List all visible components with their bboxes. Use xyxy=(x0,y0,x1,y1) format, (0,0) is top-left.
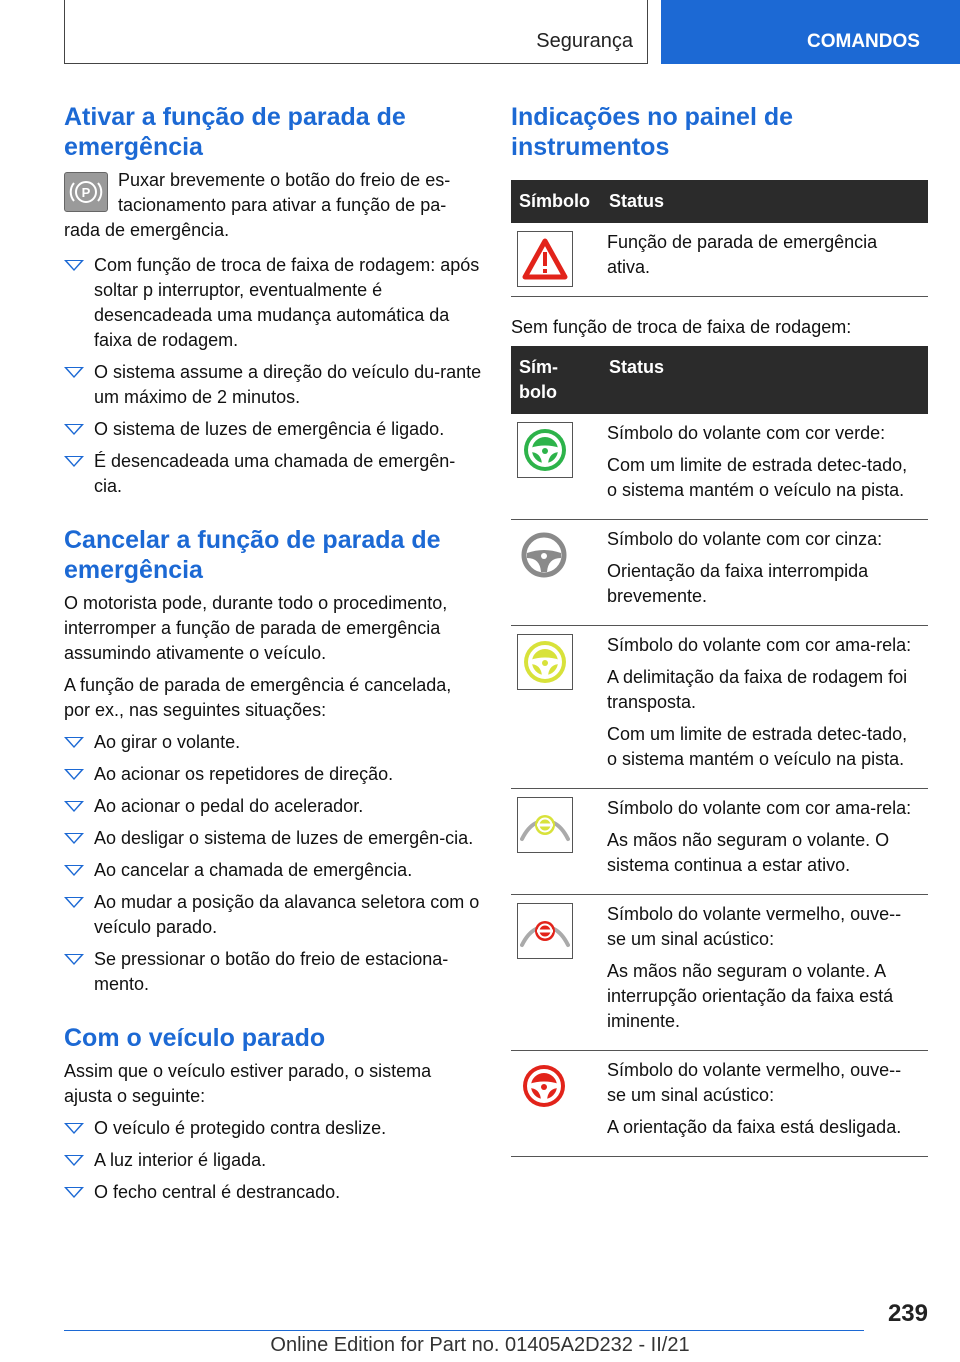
status-text: Símbolo do volante com cor ama-rela: xyxy=(607,635,912,655)
header-chapter-tab[interactable] xyxy=(661,0,960,64)
steering-wheel-gray-icon xyxy=(517,528,571,582)
status-text: Orientação da faixa interrompida brevemente. xyxy=(607,561,869,606)
left-column xyxy=(64,102,482,1212)
steering-wheel-red-hands-icon xyxy=(517,903,573,959)
list-item: O fecho central é destrancado. xyxy=(64,1180,482,1205)
status-text: A delimitação da faixa de rodagem foi transposta. xyxy=(607,667,908,712)
status-text: Símbolo do volante com cor verde: xyxy=(607,423,886,443)
footer-divider xyxy=(64,1330,864,1331)
table-row xyxy=(511,520,928,626)
status-text: As mãos não seguram o volante. O sistema continua a estar ativo. xyxy=(607,830,890,875)
status-text: Símbolo do volante com cor cinza: xyxy=(607,529,883,549)
header-section-title: Segurança xyxy=(536,30,633,52)
footer-edition: Online Edition for Part no. 01405A2D232 - II/21 xyxy=(270,1334,690,1356)
cancel-list xyxy=(64,730,482,997)
list-item: É desencadeada uma chamada de emergên-cia. xyxy=(64,449,482,499)
steering-wheel-yellow-icon xyxy=(517,634,573,690)
list-item: Se pressionar o botão do freio de estaciona-mento. xyxy=(64,947,482,997)
section-title-indicators: Indicações no painel de instrumentos xyxy=(511,103,794,161)
section-title-stopped: Com o veículo parado xyxy=(64,1024,326,1052)
table-row xyxy=(511,414,928,520)
table-row xyxy=(511,789,928,895)
list-item: Ao girar o volante. xyxy=(64,730,482,755)
list-item: O sistema de luzes de emergência é ligado. xyxy=(64,417,482,442)
list-item: A luz interior é ligada. xyxy=(64,1148,482,1173)
no-lane-change-label: Sem função de troca de faixa de rodagem: xyxy=(511,317,852,337)
indicator-table-1 xyxy=(511,180,928,297)
header-section-box xyxy=(64,0,648,64)
activate-intro xyxy=(64,168,482,243)
table-header-status: Status xyxy=(601,346,928,414)
header-chapter-title: COMANDOS xyxy=(807,31,920,52)
table-header-symbol: Sím-bolo xyxy=(511,346,601,414)
section-title-activate: Ativar a função de parada de emergência xyxy=(64,103,406,161)
steering-wheel-red-icon xyxy=(517,1059,571,1113)
activate-intro-text: Puxar brevemente o botão do freio de es-tacionamento para ativar a função de pa-rada de emergência. xyxy=(64,170,451,240)
cancel-section xyxy=(64,525,482,997)
list-item: Ao desligar o sistema de luzes de emergên-cia. xyxy=(64,826,482,851)
indicator-table-2 xyxy=(511,346,928,1157)
list-item: Com função de troca de faixa de rodagem: após soltar p interruptor, eventualmente é desencadeada uma mudança automática da faixa de rodagem. xyxy=(64,253,482,353)
status-text: As mãos não seguram o volante. A interrupção orientação da faixa está iminente. xyxy=(607,961,894,1031)
status-text: Símbolo do volante vermelho, ouve--se um sinal acústico: xyxy=(607,904,902,949)
table-row xyxy=(511,626,928,789)
list-item: Ao acionar o pedal do acelerador. xyxy=(64,794,482,819)
steering-wheel-yellow-hands-icon xyxy=(517,797,573,853)
status-text: Função de parada de emergência ativa. xyxy=(607,232,878,277)
stopped-list xyxy=(64,1116,482,1205)
status-text: Com um limite de estrada detec-tado, o sistema mantém o veículo na pista. xyxy=(607,455,908,500)
list-item: Ao acionar os repetidores de direção. xyxy=(64,762,482,787)
cancel-paragraph-2: A função de parada de emergência é cancelada, por ex., nas seguintes situações: xyxy=(64,675,452,720)
cancel-paragraph-1: O motorista pode, durante todo o procedimento, interromper a função de parada de emergência assumindo ativamente o veículo. xyxy=(64,593,448,663)
table-row xyxy=(511,1051,928,1157)
stopped-section xyxy=(64,1023,482,1205)
svg-text:P: P xyxy=(81,185,91,200)
list-item: O veículo é protegido contra deslize. xyxy=(64,1116,482,1141)
table-row xyxy=(511,223,928,297)
status-text: Símbolo do volante com cor ama-rela: xyxy=(607,798,912,818)
warning-triangle-icon xyxy=(517,231,573,287)
parking-brake-button-icon xyxy=(64,172,108,212)
activate-list xyxy=(64,253,482,499)
table-header-status: Status xyxy=(601,180,928,223)
steering-wheel-green-icon xyxy=(517,422,573,478)
section-title-cancel: Cancelar a função de parada de emergência xyxy=(64,526,441,584)
page-number: 239 xyxy=(887,1300,928,1327)
status-text: A orientação da faixa está desligada. xyxy=(607,1117,902,1137)
status-text: Com um limite de estrada detec-tado, o sistema mantém o veículo na pista. xyxy=(607,724,908,769)
list-item: Ao mudar a posição da alavanca seletora com o veículo parado. xyxy=(64,890,482,940)
status-text: Símbolo do volante vermelho, ouve--se um sinal acústico: xyxy=(607,1060,902,1105)
table-header-symbol: Símbolo xyxy=(511,180,601,223)
list-item: O sistema assume a direção do veículo du-rante um máximo de 2 minutos. xyxy=(64,360,482,410)
table-row xyxy=(511,895,928,1051)
list-item: Ao cancelar a chamada de emergência. xyxy=(64,858,482,883)
right-column xyxy=(511,102,928,1175)
stopped-paragraph: Assim que o veículo estiver parado, o sistema ajusta o seguinte: xyxy=(64,1061,432,1106)
